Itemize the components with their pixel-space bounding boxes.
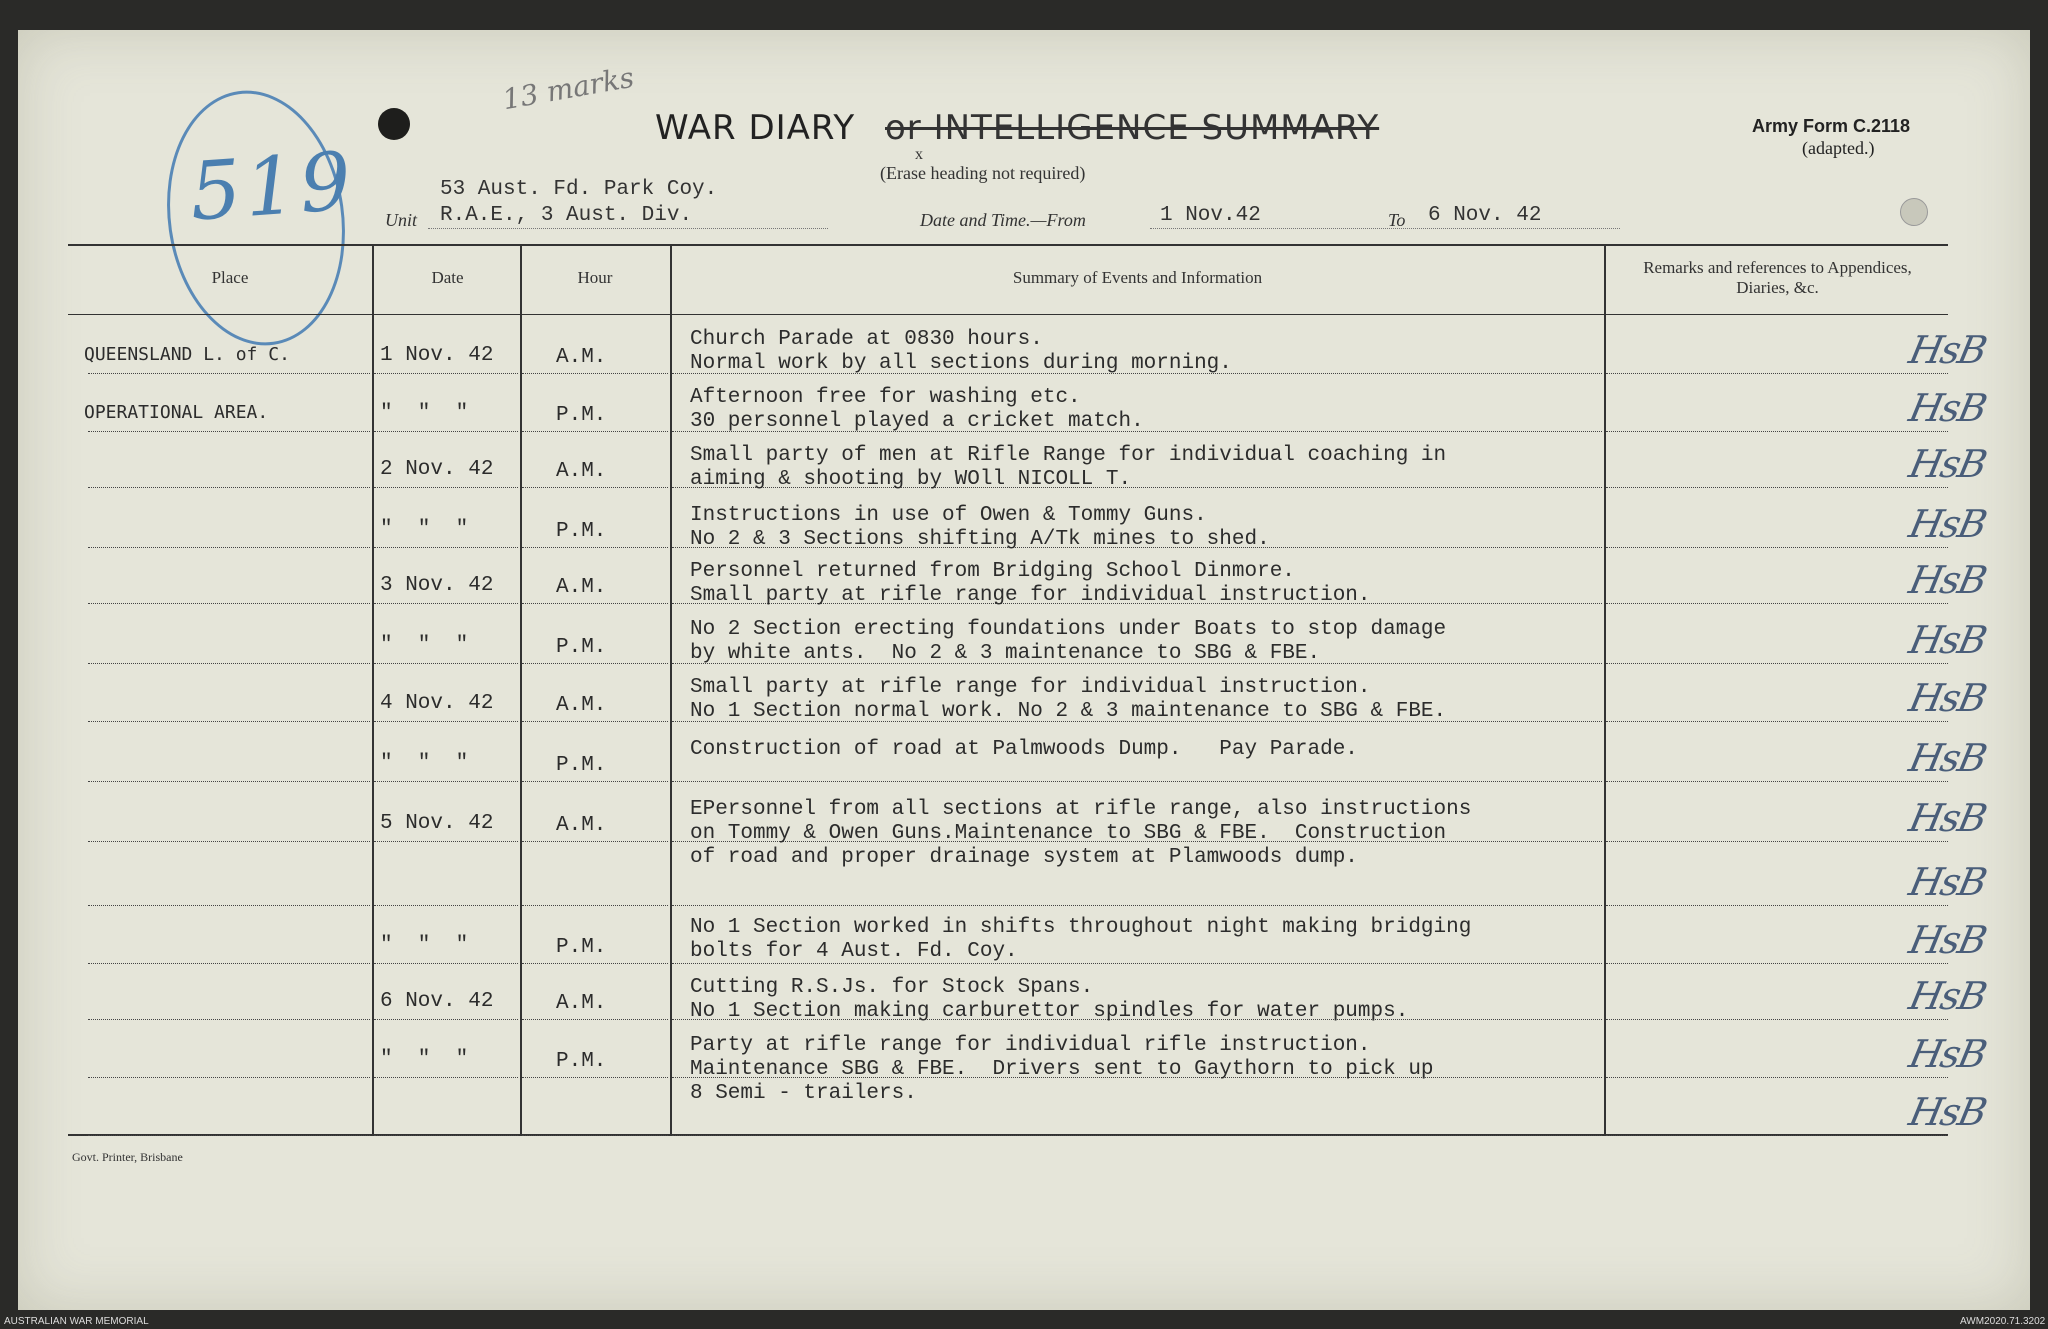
row-rule — [88, 962, 370, 964]
summary-line: No 2 & 3 Sections shifting A/Tk mines to shed. — [690, 528, 1270, 551]
row-rule — [1606, 1134, 1948, 1136]
header-divider — [68, 314, 1948, 315]
unit-value: R.A.E., 3 Aust. Div. — [440, 204, 693, 227]
row-rule — [522, 780, 668, 782]
row-rule — [88, 486, 370, 488]
date-cell: 1 Nov. 42 — [380, 344, 494, 367]
struck-heading: or INTELLIGENCE SUMMARY — [885, 108, 1380, 148]
erase-note: (Erase heading not required) — [880, 163, 1086, 183]
row-rule — [374, 662, 518, 664]
date-cell: " " " — [380, 752, 469, 775]
summary-line: No 1 Section normal work. No 2 & 3 maintenance to SBG & FBE. — [690, 700, 1447, 723]
summary-line: Normal work by all sections during morning. — [690, 352, 1232, 375]
initials-signature: HsB — [1905, 736, 1990, 780]
row-rule — [522, 662, 668, 664]
summary-line: Instructions in use of Owen & Tommy Guns. — [690, 504, 1207, 527]
row-rule — [522, 1134, 668, 1136]
row-rule — [374, 430, 518, 432]
date-cell: " " " — [380, 1048, 469, 1071]
unit-line-1: 53 Aust. Fd. Park Coy. — [440, 178, 718, 201]
initials-signature: HsB — [1905, 1032, 1990, 1076]
unit-underline — [428, 228, 828, 229]
row-rule — [522, 840, 668, 842]
date-to: 6 Nov. 42 — [1428, 204, 1542, 227]
row-rule — [672, 904, 1602, 906]
row-rule — [374, 904, 518, 906]
initials-signature: HsB — [1905, 974, 1990, 1018]
summary-line: Cutting R.S.Js. for Stock Spans. — [690, 976, 1094, 999]
summary-line: No 2 Section erecting foundations under Boats to stop damage — [690, 618, 1447, 641]
summary-line: Maintenance SBG & FBE. Drivers sent to Gaythorn to pick up — [690, 1058, 1434, 1081]
row-rule — [374, 486, 518, 488]
x-mark: x — [915, 146, 923, 163]
row-rule — [1606, 546, 1948, 548]
summary-line: of road and proper drainage system at Plamwoods dump. — [690, 846, 1358, 869]
row-rule — [1606, 602, 1948, 604]
col-divider — [670, 244, 672, 1134]
row-rule — [88, 372, 370, 374]
date-cell: 4 Nov. 42 — [380, 692, 494, 715]
row-rule — [1606, 962, 1948, 964]
row-rule — [88, 1018, 370, 1020]
date-cell: " " " — [380, 518, 469, 541]
row-rule — [1606, 780, 1948, 782]
table-top-border — [68, 244, 1948, 246]
initials-signature: HsB — [1905, 1090, 1990, 1134]
row-rule — [1606, 372, 1948, 374]
initials-signature: HsB — [1905, 386, 1990, 430]
hour-cell: P.M. — [556, 1050, 607, 1073]
form-note: (adapted.) — [1802, 138, 1875, 158]
row-rule — [522, 904, 668, 906]
row-rule — [522, 372, 668, 374]
initials-signature: HsB — [1905, 860, 1990, 904]
date-cell: 6 Nov. 42 — [380, 990, 494, 1013]
pencil-note: 13 marks — [500, 60, 637, 117]
place-cell: OPERATIONAL AREA. — [84, 402, 269, 423]
row-rule — [374, 962, 518, 964]
summary-line: No 1 Section making carburettor spindles for water pumps. — [690, 1000, 1409, 1023]
row-rule — [522, 486, 668, 488]
row-rule — [1606, 1076, 1948, 1078]
row-rule — [522, 962, 668, 964]
row-rule — [1606, 720, 1948, 722]
date-cell: " " " — [380, 934, 469, 957]
summary-line: Afternoon free for washing etc. — [690, 386, 1081, 409]
row-rule — [374, 1134, 518, 1136]
date-cell: " " " — [380, 402, 469, 425]
form-label: Army Form C.2118 — [1752, 116, 1911, 136]
date-cell: 2 Nov. 42 — [380, 458, 494, 481]
col-header-summary: Summary of Events and Information — [1012, 268, 1263, 287]
page-title: WAR DIARY — [655, 108, 856, 148]
hour-cell: A.M. — [556, 460, 607, 483]
row-rule — [1606, 904, 1948, 906]
initials-signature: HsB — [1905, 918, 1990, 962]
row-rule — [374, 840, 518, 842]
summary-line: EPersonnel from all sections at rifle range, also instructions — [690, 798, 1472, 821]
row-rule — [88, 1134, 370, 1136]
row-rule — [522, 1076, 668, 1078]
date-from: 1 Nov.42 — [1160, 204, 1261, 227]
initials-signature: HsB — [1905, 502, 1990, 546]
date-cell: 3 Nov. 42 — [380, 574, 494, 597]
initials-signature: HsB — [1905, 618, 1990, 662]
row-rule — [522, 1018, 668, 1020]
hour-cell: P.M. — [556, 936, 607, 959]
initials-signature: HsB — [1905, 328, 1990, 372]
date-underline — [1150, 228, 1620, 229]
row-rule — [374, 546, 518, 548]
to-label: To — [1388, 210, 1406, 230]
row-rule — [374, 1018, 518, 1020]
summary-line: Small party at rifle range for individual instruction. — [690, 584, 1371, 607]
initials-signature: HsB — [1905, 796, 1990, 840]
date-cell: 5 Nov. 42 — [380, 812, 494, 835]
date-cell: " " " — [380, 634, 469, 657]
punch-hole — [378, 108, 410, 140]
hour-cell: A.M. — [556, 694, 607, 717]
row-rule — [374, 780, 518, 782]
row-rule — [1606, 1018, 1948, 1020]
row-rule — [88, 602, 370, 604]
row-rule — [522, 602, 668, 604]
row-rule — [374, 602, 518, 604]
summary-line: 8 Semi - trailers. — [690, 1082, 917, 1105]
summary-line: bolts for 4 Aust. Fd. Coy. — [690, 940, 1018, 963]
row-rule — [374, 1076, 518, 1078]
hour-cell: A.M. — [556, 814, 607, 837]
row-rule — [88, 840, 370, 842]
col-header-place: Place — [211, 268, 249, 287]
col-divider — [372, 244, 374, 1134]
initials-signature: HsB — [1905, 558, 1990, 602]
hour-cell: A.M. — [556, 576, 607, 599]
hour-cell: A.M. — [556, 346, 607, 369]
row-rule — [672, 780, 1602, 782]
archive-label: AUSTRALIAN WAR MEMORIAL — [4, 1316, 149, 1327]
row-rule — [88, 1076, 370, 1078]
hour-cell: A.M. — [556, 992, 607, 1015]
row-rule — [522, 546, 668, 548]
unit-label: Unit — [385, 210, 418, 230]
row-rule — [672, 1134, 1602, 1136]
row-rule — [88, 662, 370, 664]
col-header-date: Date — [431, 268, 464, 287]
archive-ref: AWM2020.71.3202 — [1960, 1316, 2046, 1327]
row-rule — [1606, 840, 1948, 842]
initials-signature: HsB — [1905, 676, 1990, 720]
summary-line: Construction of road at Palmwoods Dump. Pay Parade. — [690, 738, 1358, 761]
col-header-remarks: Remarks and references to Appendices, Diaries, &c. — [1643, 258, 1912, 297]
row-rule — [522, 720, 668, 722]
summary-line: Party at rifle range for individual rifle instruction. — [690, 1034, 1371, 1057]
row-rule — [1606, 662, 1948, 664]
row-rule — [88, 546, 370, 548]
summary-line: Small party at rifle range for individual instruction. — [690, 676, 1371, 699]
date-label: Date and Time.—From — [920, 210, 1086, 230]
initials-signature: HsB — [1905, 442, 1990, 486]
summary-line: 30 personnel played a cricket match. — [690, 410, 1144, 433]
row-rule — [88, 720, 370, 722]
row-rule — [1606, 486, 1948, 488]
printer-note: Govt. Printer, Brisbane — [72, 1150, 183, 1164]
row-rule — [88, 904, 370, 906]
row-rule — [522, 430, 668, 432]
hour-cell: P.M. — [556, 636, 607, 659]
summary-line: aiming & shooting by WOll NICOLL T. — [690, 468, 1132, 491]
row-rule — [374, 372, 518, 374]
row-rule — [1606, 430, 1948, 432]
hour-cell: P.M. — [556, 520, 607, 543]
place-cell: QUEENSLAND L. of C. — [84, 344, 290, 365]
row-rule — [88, 780, 370, 782]
row-rule — [88, 430, 370, 432]
hour-cell: P.M. — [556, 754, 607, 777]
summary-line: No 1 Section worked in shifts throughout night making bridging — [690, 916, 1472, 939]
col-divider — [1604, 244, 1606, 1134]
summary-line: Personnel returned from Bridging School Dinmore. — [690, 560, 1295, 583]
col-header-hour: Hour — [577, 268, 613, 287]
col-divider — [520, 244, 522, 1134]
punch-hole — [1900, 198, 1928, 226]
handwritten-number: 519 — [186, 134, 358, 239]
row-rule — [374, 720, 518, 722]
hour-cell: P.M. — [556, 404, 607, 427]
summary-line: Church Parade at 0830 hours. — [690, 328, 1043, 351]
summary-line: on Tommy & Owen Guns.Maintenance to SBG & FBE. Construction — [690, 822, 1447, 845]
summary-line: by white ants. No 2 & 3 maintenance to SBG & FBE. — [690, 642, 1321, 665]
summary-line: Small party of men at Rifle Range for individual coaching in — [690, 444, 1447, 467]
